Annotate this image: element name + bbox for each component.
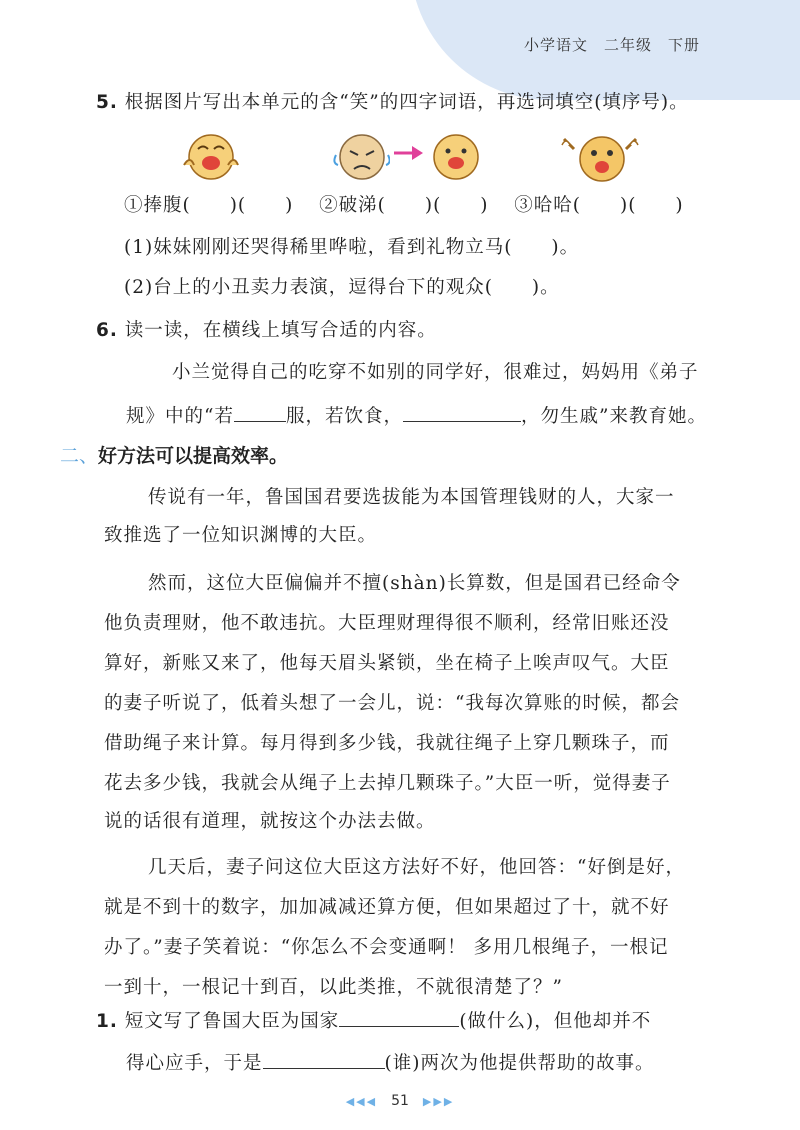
passage-line: 传说有一年，鲁国国君要选拔能为本国管理钱财的人，大家一 <box>148 487 675 508</box>
q5-sentence-2[interactable]: (2)台上的小丑卖力表演，逗得台下的观众( )。 <box>124 277 560 298</box>
q1-blank-2[interactable] <box>263 1050 385 1070</box>
q5-prompt: 根据图片写出本单元的含“笑”的四字词语，再选词填空(填序号)。 <box>124 92 689 113</box>
section-2-text: 好方法可以提高效率。 <box>98 445 289 467</box>
crying-face-icon <box>330 127 390 187</box>
q6-prompt: 读一读，在横线上填写合适的内容。 <box>124 320 437 341</box>
passage-line: 借助绳子来计算。每月得到多少钱，我就往绳子上穿几颗珠子，而 <box>104 733 670 754</box>
q6-blank-2[interactable] <box>403 403 521 423</box>
q6-prompt-line <box>96 316 437 342</box>
passage-line: 花去多少钱，我就会从绳子上去掉几颗珠子。”大臣一听，觉得妻子 <box>104 773 671 794</box>
q1-text-b: (做什么)，但他却并不 <box>459 1011 652 1032</box>
passage-line: 算好，新账又来了，他每天眉头紧锁，坐在椅子上唉声叹气。大臣 <box>104 653 670 674</box>
q5-option-3[interactable]: ③哈哈( )( ) <box>514 195 684 216</box>
passage-line: 就是不到十的数字，加加减减还算方便，但如果超过了十，就不好 <box>104 897 670 918</box>
q6-line-1: 小兰觉得自己的吃穿不如别的同学好，很难过，妈妈用《弟子 <box>172 362 699 383</box>
section-2-title <box>60 441 288 468</box>
q1-line-1 <box>96 1007 651 1033</box>
passage-line: 然而，这位大臣偏偏并不擅(shàn)长算数，但是国君已经命令 <box>148 573 681 594</box>
passage-line: 一到十，一根记十到百，以此类推，不就很清楚了？” <box>104 977 563 998</box>
section-2-number: 二、 <box>60 445 99 467</box>
q1-number: 1. <box>96 1011 118 1032</box>
q1-text-c: 得心应手，于是 <box>126 1053 263 1074</box>
q6-text-c: ，勿生戚”来教育她。 <box>520 406 707 427</box>
laughing-face-icon <box>426 127 486 187</box>
q1-line-2 <box>126 1049 654 1075</box>
page-footer <box>0 1093 800 1109</box>
q6-blank-1[interactable] <box>234 403 286 423</box>
right-arrows-icon: ▶▶▶ <box>422 1095 455 1108</box>
q1-text-d: (谁)两次为他提供帮助的故事。 <box>384 1053 655 1074</box>
laughing-face-icon <box>560 127 640 187</box>
passage-line: 几天后，妻子问这位大臣这方法好不好，他回答：“好倒是好， <box>148 857 685 878</box>
q5-prompt-line <box>96 88 689 114</box>
q6-line-2 <box>126 402 707 428</box>
passage-line: 他负责理财，他不敢违抗。大臣理财理得很不顺利，经常旧账还没 <box>104 613 670 634</box>
page-number: 51 <box>391 1093 409 1109</box>
passage-line: 说的话很有道理，就按这个办法去做。 <box>104 811 436 832</box>
q5-options <box>124 191 684 217</box>
q5-option-1[interactable]: ①捧腹( )( ) <box>124 195 294 216</box>
q1-text-a: 短文写了鲁国大臣为国家 <box>124 1011 340 1032</box>
laughing-face-icon <box>180 127 242 187</box>
passage-line: 致推选了一位知识渊博的大臣。 <box>104 525 378 546</box>
q6-text-b: 服，若饮食， <box>285 406 403 427</box>
q6-text-a: 规》中的“若 <box>126 406 234 427</box>
q5-sentence-1[interactable]: (1)妹妹刚刚还哭得稀里哗啦，看到礼物立马( )。 <box>124 237 580 258</box>
q5-option-2[interactable]: ②破涕( )( ) <box>319 195 489 216</box>
passage-line: 的妻子听说了，低着头想了一会儿，说：“我每次算账的时候，都会 <box>104 693 680 714</box>
arrow-icon <box>392 141 426 165</box>
q6-number: 6. <box>96 320 118 341</box>
passage-line: 办了。”妻子笑着说：“你怎么不会变通啊！ 多用几根绳子，一根记 <box>104 937 669 958</box>
q5-face-images <box>180 127 720 187</box>
left-arrows-icon: ◀◀◀ <box>345 1095 378 1108</box>
page-header: 小学语文 二年级 下册 <box>523 36 700 54</box>
q5-number: 5. <box>96 92 118 113</box>
q1-blank-1[interactable] <box>339 1008 459 1028</box>
